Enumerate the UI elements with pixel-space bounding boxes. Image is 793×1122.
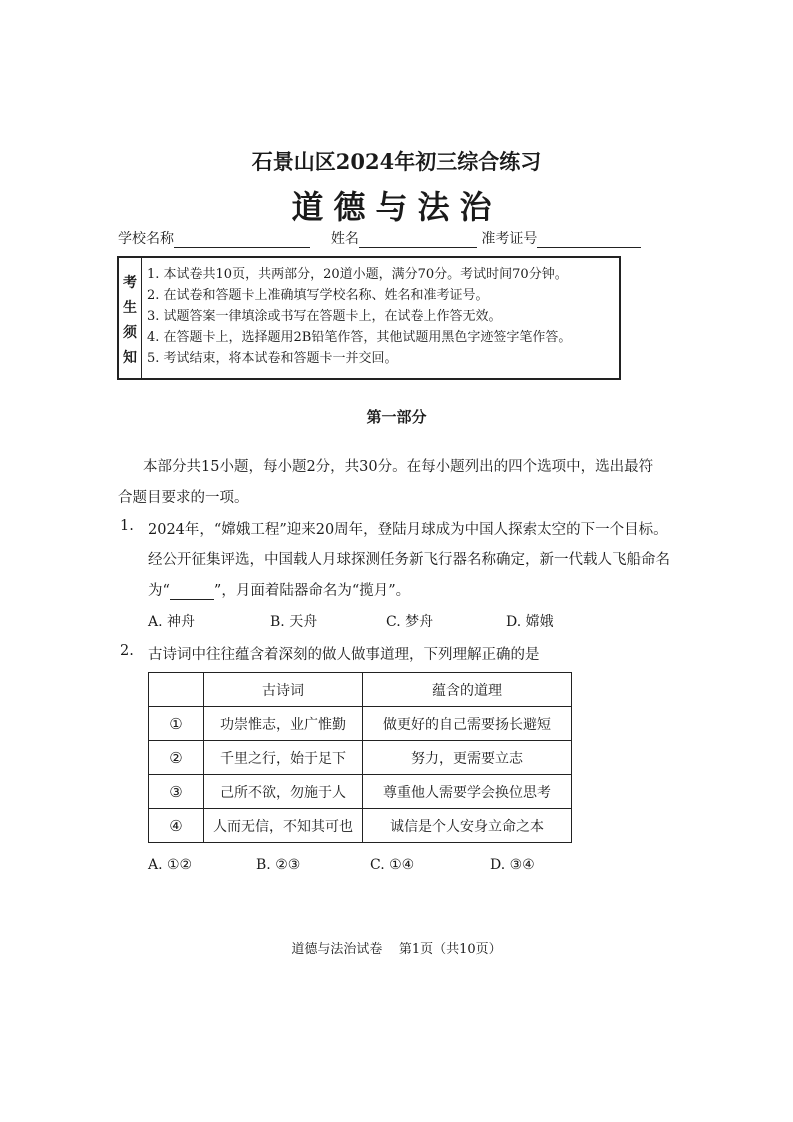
question-text: 经公开征集评选，中国载人月球探测任务新飞行器名称确定，新一代载人飞船命名: [148, 552, 670, 568]
section-intro-line: 本部分共15小题，每小题2分，共30分。在每小题列出的四个选项中，选出最符: [143, 459, 654, 475]
table-cell: 千里之行，始于足下: [204, 741, 363, 775]
option-c: C. ①④: [370, 857, 415, 873]
notice-side-char: 须: [123, 325, 137, 341]
table-cell: 做更好的自己需要扬长避短: [363, 707, 572, 741]
table-cell: ④: [149, 809, 204, 843]
table-cell: 努力，更需要立志: [363, 741, 572, 775]
table-header-cell: [149, 673, 204, 707]
table-cell: ③: [149, 775, 204, 809]
option-d: D. ③④: [490, 857, 535, 873]
notice-side-label: [119, 258, 142, 378]
question-number: 1.: [120, 518, 134, 534]
table-row: [149, 707, 572, 741]
option-b: B. 天舟: [270, 614, 318, 630]
notice-items: [147, 264, 571, 369]
question-text: ”，月面着陆器命名为“揽月”。: [213, 583, 411, 599]
question-text: 古诗词中往往蕴含着深刻的做人做事道理，下列理解正确的是: [148, 647, 540, 663]
section-intro-line: 合题目要求的一项。: [118, 490, 249, 506]
name-label: 姓名: [330, 231, 359, 247]
question-text: 2024年，“嫦娥工程”迎来20周年，登陆月球成为中国人探索太空的下一个目标。: [148, 522, 668, 538]
option-a: A. 神舟: [148, 614, 196, 630]
candidate-notice-box: [117, 256, 621, 380]
page-footer: 道德与法治试卷 第1页（共10页）: [291, 942, 502, 957]
table-cell: 功崇惟志，业广惟勤: [204, 707, 363, 741]
school-label: 学校名称: [118, 231, 174, 247]
notice-item: 2. 在试卷和答题卡上准确填写学校名称、姓名和准考证号。: [147, 288, 489, 303]
option-c: C. 梦舟: [386, 614, 434, 630]
table-row: [149, 741, 572, 775]
table-cell: 尊重他人需要学会换位思考: [363, 775, 572, 809]
table-row: [149, 809, 572, 843]
candidate-info-row: [118, 228, 641, 248]
id-label: 准考证号: [481, 231, 538, 247]
table-header-cell: 蕴含的道理: [363, 673, 572, 707]
answer-blank: [170, 585, 214, 600]
section-title: 第一部分: [366, 408, 427, 426]
name-field: [359, 233, 477, 248]
table-cell: ②: [149, 741, 204, 775]
subject-title: 道德与法治: [291, 188, 502, 226]
table-cell: 人而无信，不知其可也: [204, 809, 363, 843]
question-number: 2.: [120, 643, 134, 659]
table-header-cell: 古诗词: [204, 673, 363, 707]
notice-item: 3. 试题答案一律填涂或书写在答题卡上，在试卷上作答无效。: [147, 309, 502, 324]
option-a: A. ①②: [148, 857, 193, 873]
id-field: [537, 233, 641, 248]
option-d: D. 嫦娥: [506, 614, 554, 630]
option-b: B. ②③: [256, 857, 301, 873]
table-header-row: [149, 673, 572, 707]
notice-side-char: 考: [123, 275, 137, 291]
table-cell: 诚信是个人安身立命之本: [363, 809, 572, 843]
notice-item: 1. 本试卷共10页，共两部分，20道小题，满分70分。考试时间70分钟。: [147, 267, 568, 282]
question-text-blank-line: [148, 579, 410, 600]
question-text: 为“: [148, 583, 170, 599]
notice-side-char: 知: [123, 350, 137, 366]
table-row: [149, 775, 572, 809]
notice-side-char: 生: [123, 300, 137, 316]
notice-item: 4. 在答题卡上，选择题用2B铅笔作答，其他试题用黑色字迹签字笔作答。: [147, 330, 572, 345]
table-cell: 己所不欲，勿施于人: [204, 775, 363, 809]
school-field: [174, 233, 310, 248]
exam-title: 石景山区2024年初三综合练习: [251, 149, 542, 174]
poetry-table: [148, 672, 572, 843]
table-cell: ①: [149, 707, 204, 741]
notice-item: 5. 考试结束，将本试卷和答题卡一并交回。: [147, 351, 398, 366]
